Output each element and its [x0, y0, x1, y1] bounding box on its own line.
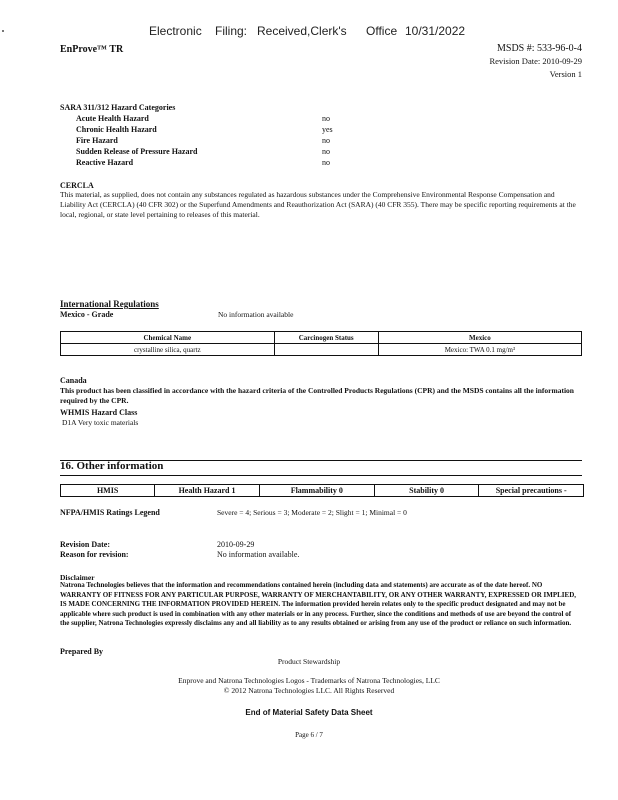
- cercla-text: This material, as supplied, does not contain any substances regulated as hazardous substances under the Comprehensive Environmental Response Compensation and Liability Act (CERCLA) (40 CFR 302) or the Superfund Amendments and Reauthorization Act (SARA) (40 CFR 355). There may be specific reporting requirements at the local, regional, or state level pertaining to releases of this material.: [60, 190, 576, 219]
- product-name: EnProve™ TR: [60, 44, 124, 55]
- international-title: International Regulations: [60, 299, 159, 309]
- sara-label: Acute Health Hazard: [76, 114, 149, 123]
- sara-value: no: [322, 158, 330, 167]
- prepared-by-value: Product Stewardship: [277, 657, 341, 666]
- trademark-line: Enprove and Natrona Technologies Logos - Trademarks of Natrona Technologies, LLC: [178, 676, 440, 685]
- stamp-office: Office: [366, 24, 398, 38]
- sara-title: SARA 311/312 Hazard Categories: [60, 103, 176, 112]
- nfpa-legend-label: NFPA/HMIS Ratings Legend: [60, 508, 160, 517]
- disclaimer-text: Natrona Technologies believes that the information and recommendations contained herein (including data and statements) are accurate as of the date hereof. NO WARRANTY OF FITNESS FOR ANY PARTICULAR PURPOSE, WARRANTY OF MERCHANTABILITY, OR ANY OTHER WARRANTY, EXPRESSED OR IMPLIED, IS MADE CONCERNING THE INFORMATION PROVIDED HEREIN. The information provided herein relates only to the specific product designated and may not be applicable where such product is used in combination with any other materials or in any process. Further, since the conditions and methods of use are beyond the control of the supplier, Natrona Technologies expressly disclaims any and all liability as to any results obtained or arising from any use of the product or reliance on such information.: [60, 581, 577, 627]
- table-header-row: [61, 332, 582, 344]
- reason-label: Reason for revision:: [60, 550, 129, 559]
- canada-text: This product has been classified in accordance with the hazard criteria of the Controlled Products Regulations (CPR) and the MSDS contains all the information required by the CPR.: [60, 386, 574, 405]
- table-cell: crystalline silica, quartz: [61, 344, 275, 356]
- hmis-cell: Stability 0: [375, 485, 480, 496]
- hmis-cell: Flammability 0: [260, 485, 375, 496]
- msds-number: MSDS #: 533-96-0-4: [496, 43, 582, 54]
- prepared-by-label: Prepared By: [60, 647, 104, 656]
- copyright-line: © 2012 Natrona Technologies LLC. All Rights Reserved: [223, 686, 395, 695]
- stamp-filing: Filing:: [215, 24, 248, 38]
- whmis-value: D1A Very toxic materials: [62, 418, 139, 427]
- revision-labels: [60, 540, 129, 560]
- mexico-value: No information available: [218, 310, 294, 319]
- stamp-electronic: Electronic: [149, 24, 202, 38]
- sara-value: no: [322, 147, 330, 156]
- table-cell: [274, 344, 378, 356]
- stamp-date: 10/31/2022: [405, 24, 466, 38]
- chemical-table: [60, 331, 582, 356]
- scan-speck: [2, 30, 4, 32]
- sara-value: no: [322, 136, 330, 145]
- sara-value: yes: [322, 125, 333, 134]
- doc-meta: [489, 42, 582, 81]
- cercla-title: CERCLA: [60, 181, 94, 190]
- nfpa-legend-value: Severe = 4; Serious = 3; Moderate = 2; Slight = 1; Minimal = 0: [217, 508, 407, 517]
- mexico-label: Mexico - Grade: [60, 310, 114, 319]
- canada-title: Canada: [60, 376, 87, 385]
- sara-label: Fire Hazard: [76, 136, 118, 145]
- revision-date-label: Revision Date:: [60, 540, 110, 549]
- table-row: [61, 344, 582, 356]
- table-header: Carcinogen Status: [274, 332, 378, 344]
- sara-label: Reactive Hazard: [76, 158, 134, 167]
- sara-label: Sudden Release of Pressure Hazard: [76, 147, 198, 156]
- revision-date-value: 2010-09-29: [217, 540, 255, 549]
- stamp-received: Received,Clerk's: [257, 24, 347, 38]
- end-of-sheet: End of Material Safety Data Sheet: [245, 708, 373, 717]
- sara-label: Chronic Health Hazard: [76, 125, 157, 134]
- table-header: Chemical Name: [61, 332, 275, 344]
- page-number: Page 6 / 7: [295, 731, 323, 739]
- whmis-title: WHMIS Hazard Class: [60, 408, 138, 417]
- section-16-title: 16. Other information: [60, 460, 164, 472]
- table-header: Mexico: [378, 332, 581, 344]
- version: Version 1: [549, 69, 582, 79]
- disclaimer-title: Disclaimer: [60, 573, 95, 582]
- hmis-rating-bar: [60, 484, 584, 497]
- hmis-cell: Special precautions -: [495, 486, 567, 495]
- hmis-cell: Health Hazard 1: [155, 485, 260, 496]
- revision-date: Revision Date: 2010-09-29: [489, 56, 582, 66]
- revision-values: [217, 540, 299, 560]
- reason-value: No information available.: [217, 550, 300, 559]
- sara-value: no: [322, 114, 330, 123]
- table-cell: Mexico: TWA 0.1 mg/m³: [378, 344, 581, 356]
- hmis-cell: HMIS: [61, 485, 155, 496]
